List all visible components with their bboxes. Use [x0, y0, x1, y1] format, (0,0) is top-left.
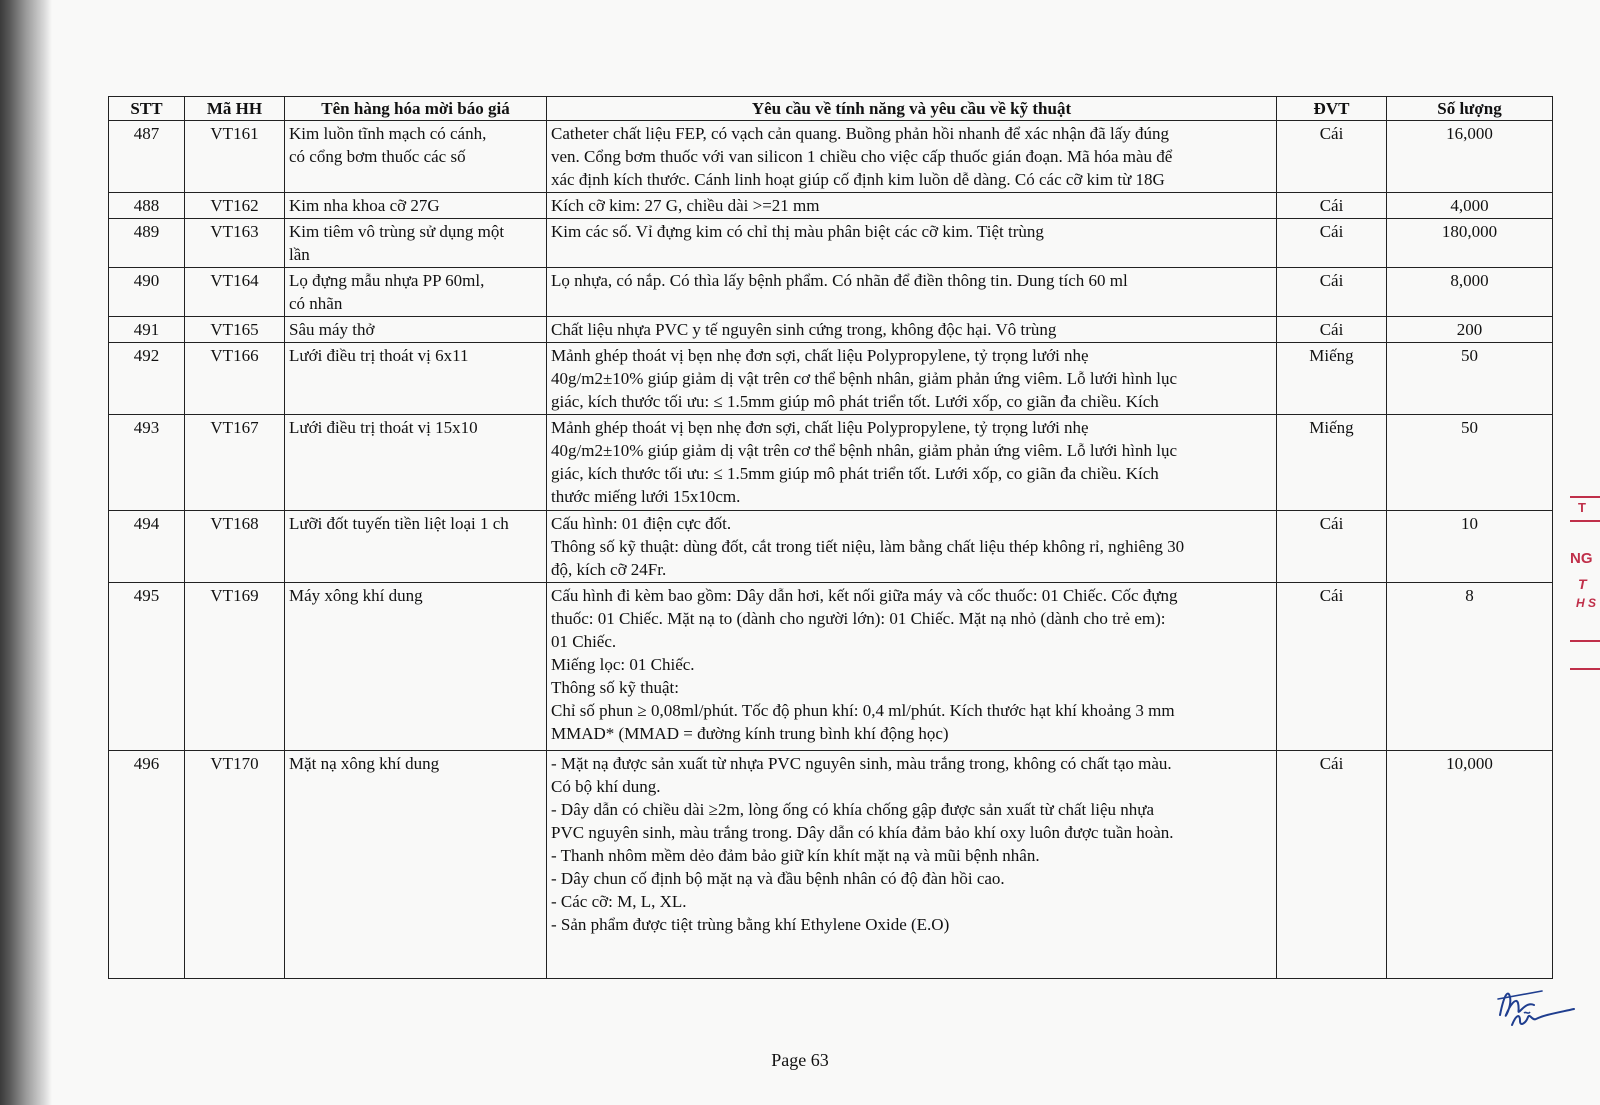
cell-stt: 492 [109, 343, 185, 415]
cell-name [285, 317, 547, 343]
cell-requirements-line: giác, kích thước tối ưu: ≤ 1.5mm giúp mô phát triển tốt. Lưới xốp, co giãn đa chiều. Kích [551, 392, 1159, 411]
handwritten-signature [1494, 985, 1584, 1035]
red-stamp-fragment [1570, 492, 1600, 682]
cell-name-line: Máy xông khí dung [289, 586, 423, 605]
cell-name [285, 415, 547, 511]
table-row [109, 415, 1553, 511]
cell-requirements-line: - Dây chun cố định bộ mặt nạ và đầu bệnh nhân có độ đàn hồi cao. [551, 869, 1005, 888]
cell-requirements [547, 317, 1277, 343]
cell-stt: 495 [109, 583, 185, 751]
cell-name-line: lần [289, 245, 310, 264]
cell-name-line: Lưới điều trị thoát vị 6x11 [289, 346, 469, 365]
table-body [109, 121, 1553, 979]
table-row [109, 317, 1553, 343]
header-requirements: Yêu cầu về tính năng và yêu cầu về kỹ thuật [547, 97, 1277, 121]
cell-stt: 489 [109, 219, 185, 268]
cell-name-line: Kim tiêm vô trùng sử dụng một [289, 222, 505, 241]
cell-requirements-line: - Mặt nạ được sản xuất từ nhựa PVC nguyên sinh, màu trắng trong, không có chất tạo màu. [551, 754, 1172, 773]
cell-requirements-line: Miếng lọc: 01 Chiếc. [551, 655, 695, 674]
table-row [109, 751, 1553, 979]
cell-stt: 494 [109, 511, 185, 583]
price-quote-table [108, 96, 1553, 979]
cell-quantity: 10,000 [1387, 751, 1553, 979]
cell-requirements-line: Thông số kỹ thuật: [551, 678, 679, 697]
cell-unit: Cái [1277, 193, 1387, 219]
page-number: Page 63 [771, 1050, 829, 1070]
cell-unit: Cái [1277, 583, 1387, 751]
cell-requirements-line: - Các cỡ: M, L, XL. [551, 892, 687, 911]
header-code: Mã HH [185, 97, 285, 121]
cell-requirements-line: - Sản phẩm được tiệt trùng bằng khí Ethylene Oxide (E.O) [551, 915, 950, 934]
scan-shadow-edge [0, 0, 52, 1105]
cell-quantity: 10 [1387, 511, 1553, 583]
cell-requirements-line: 40g/m2±10% giúp giảm dị vật trên cơ thể bệnh nhân, giảm phản ứng viêm. Lỗ lưới hình lục [551, 369, 1177, 388]
cell-requirements-line: thước miếng lưới 15x10cm. [551, 487, 741, 506]
cell-name-line: Mặt nạ xông khí dung [289, 754, 440, 773]
cell-unit: Cái [1277, 511, 1387, 583]
cell-quantity: 4,000 [1387, 193, 1553, 219]
cell-requirements-line: Có bộ khí dung. [551, 777, 661, 796]
cell-stt: 487 [109, 121, 185, 193]
cell-requirements-line: xác định kích thước. Cánh linh hoạt giúp cố định kim luồn dễ dàng. Có các cỡ kim từ 18G [551, 170, 1165, 189]
cell-requirements-line: Chất liệu nhựa PVC y tế nguyên sinh cứng trong, không độc hại. Vô trùng [551, 320, 1057, 339]
cell-name-line: Sâu máy thở [289, 320, 375, 339]
table-row [109, 219, 1553, 268]
stamp-text-3: T [1578, 576, 1587, 592]
header-name: Tên hàng hóa mời báo giá [285, 97, 547, 121]
cell-stt: 488 [109, 193, 185, 219]
cell-name [285, 511, 547, 583]
cell-requirements-line: 40g/m2±10% giúp giảm dị vật trên cơ thể bệnh nhân, giảm phản ứng viêm. Lỗ lưới hình lục [551, 441, 1177, 460]
cell-code: VT168 [185, 511, 285, 583]
cell-quantity: 50 [1387, 343, 1553, 415]
cell-requirements-line: Mảnh ghép thoát vị bẹn nhẹ đơn sợi, chất liệu Polypropylene, tỷ trọng lưới nhẹ [551, 346, 1089, 365]
cell-code: VT162 [185, 193, 285, 219]
cell-quantity: 16,000 [1387, 121, 1553, 193]
cell-requirements-line: MMAD* (MMAD = đường kính trung bình khí động học) [551, 724, 949, 743]
table-row [109, 193, 1553, 219]
cell-name [285, 219, 547, 268]
cell-unit: Miếng [1277, 415, 1387, 511]
cell-code: VT163 [185, 219, 285, 268]
cell-stt: 493 [109, 415, 185, 511]
cell-stt: 496 [109, 751, 185, 979]
cell-requirements [547, 219, 1277, 268]
cell-code: VT161 [185, 121, 285, 193]
cell-name [285, 343, 547, 415]
cell-code: VT166 [185, 343, 285, 415]
cell-code: VT167 [185, 415, 285, 511]
cell-code: VT164 [185, 268, 285, 317]
cell-name-line: Lọ đựng mẫu nhựa PP 60ml, [289, 271, 485, 290]
cell-code: VT170 [185, 751, 285, 979]
cell-unit: Cái [1277, 268, 1387, 317]
cell-requirements-line: độ, kích cỡ 24Fr. [551, 560, 667, 579]
table-row [109, 121, 1553, 193]
cell-requirements-line: Cấu hình: 01 điện cực đốt. [551, 514, 732, 533]
cell-name [285, 268, 547, 317]
cell-quantity: 8 [1387, 583, 1553, 751]
cell-requirements [547, 751, 1277, 979]
cell-unit: Miếng [1277, 343, 1387, 415]
header-unit: ĐVT [1277, 97, 1387, 121]
cell-quantity: 8,000 [1387, 268, 1553, 317]
table-row [109, 583, 1553, 751]
cell-requirements [547, 343, 1277, 415]
cell-requirements-line: Chỉ số phun ≥ 0,08ml/phút. Tốc độ phun khí: 0,4 ml/phút. Kích thước hạt khí khoảng 3 mm [551, 701, 1175, 720]
cell-name-line: có nhãn [289, 294, 343, 313]
cell-requirements-line: Kim các số. Vỉ đựng kim có chỉ thị màu phân biệt các cỡ kim. Tiệt trùng [551, 222, 1044, 241]
table-header-row [109, 97, 1553, 121]
cell-requirements-line: Catheter chất liệu FEP, có vạch cản quang. Buồng phản hồi nhanh để xác nhận đã lấy đúng [551, 124, 1169, 143]
cell-unit: Cái [1277, 219, 1387, 268]
cell-requirements-line: thuốc: 01 Chiếc. Mặt nạ to (dành cho người lớn): 01 Chiếc. Mặt nạ nhỏ (dành cho trẻ em): [551, 609, 1166, 628]
cell-quantity: 180,000 [1387, 219, 1553, 268]
cell-stt: 491 [109, 317, 185, 343]
cell-name [285, 751, 547, 979]
cell-code: VT165 [185, 317, 285, 343]
header-quantity: Số lượng [1387, 97, 1553, 121]
cell-requirements-line: Lọ nhựa, có nắp. Có thìa lấy bệnh phẩm. Có nhãn để điền thông tin. Dung tích 60 ml [551, 271, 1128, 290]
cell-requirements [547, 121, 1277, 193]
cell-name [285, 193, 547, 219]
cell-name [285, 121, 547, 193]
cell-quantity: 50 [1387, 415, 1553, 511]
cell-requirements-line: PVC nguyên sinh, màu trắng trong. Dây dẫn có khía đảm bảo khí oxy luôn được tuần hoàn. [551, 823, 1174, 842]
cell-quantity: 200 [1387, 317, 1553, 343]
cell-requirements-line: giác, kích thước tối ưu: ≤ 1.5mm giúp mô phát triển tốt. Lưới xốp, co giãn đa chiều. Kích [551, 464, 1159, 483]
cell-requirements [547, 583, 1277, 751]
stamp-text-4: H S [1576, 596, 1597, 610]
table-row [109, 268, 1553, 317]
cell-requirements-line: - Thanh nhôm mềm dẻo đảm bảo giữ kín khít mặt nạ và mũi bệnh nhân. [551, 846, 1040, 865]
cell-stt: 490 [109, 268, 185, 317]
cell-requirements [547, 268, 1277, 317]
cell-name [285, 583, 547, 751]
cell-name-line: Kim nha khoa cỡ 27G [289, 196, 440, 215]
cell-requirements [547, 415, 1277, 511]
cell-requirements-line: Cấu hình đi kèm bao gồm: Dây dẫn hơi, kết nối giữa máy và cốc thuốc: 01 Chiếc. Cốc đựng [551, 586, 1178, 605]
cell-requirements-line: Mảnh ghép thoát vị bẹn nhẹ đơn sợi, chất liệu Polypropylene, tỷ trọng lưới nhẹ [551, 418, 1089, 437]
cell-unit: Cái [1277, 317, 1387, 343]
cell-unit: Cái [1277, 751, 1387, 979]
cell-requirements-line: ven. Cổng bơm thuốc với van silicon 1 chiều cho việc cấp thuốc gián đoạn. Mã hóa màu để [551, 147, 1173, 166]
cell-code: VT169 [185, 583, 285, 751]
table-row [109, 511, 1553, 583]
stamp-text-2: NG [1570, 550, 1593, 567]
cell-requirements-line: - Dây dẫn có chiều dài ≥2m, lòng ống có khía chống gập được sản xuất từ chất liệu nhựa [551, 800, 1155, 819]
header-stt: STT [109, 97, 185, 121]
cell-name-line: Lưới điều trị thoát vị 15x10 [289, 418, 478, 437]
stamp-text-1: T [1578, 500, 1586, 515]
cell-requirements-line: 01 Chiếc. [551, 632, 617, 651]
cell-name-line: Lưỡi đốt tuyến tiền liệt loại 1 ch [289, 514, 509, 533]
cell-requirements [547, 193, 1277, 219]
cell-requirements-line: Kích cỡ kim: 27 G, chiều dài >=21 mm [551, 196, 820, 215]
table-row [109, 343, 1553, 415]
cell-requirements [547, 511, 1277, 583]
cell-requirements-line: Thông số kỹ thuật: dùng đốt, cắt trong tiết niệu, làm bằng chất liệu thép không rỉ, nghiêng 30 [551, 537, 1185, 556]
cell-name-line: có cổng bơm thuốc các số [289, 147, 466, 166]
cell-name-line: Kim luồn tĩnh mạch có cánh, [289, 124, 487, 143]
cell-unit: Cái [1277, 121, 1387, 193]
